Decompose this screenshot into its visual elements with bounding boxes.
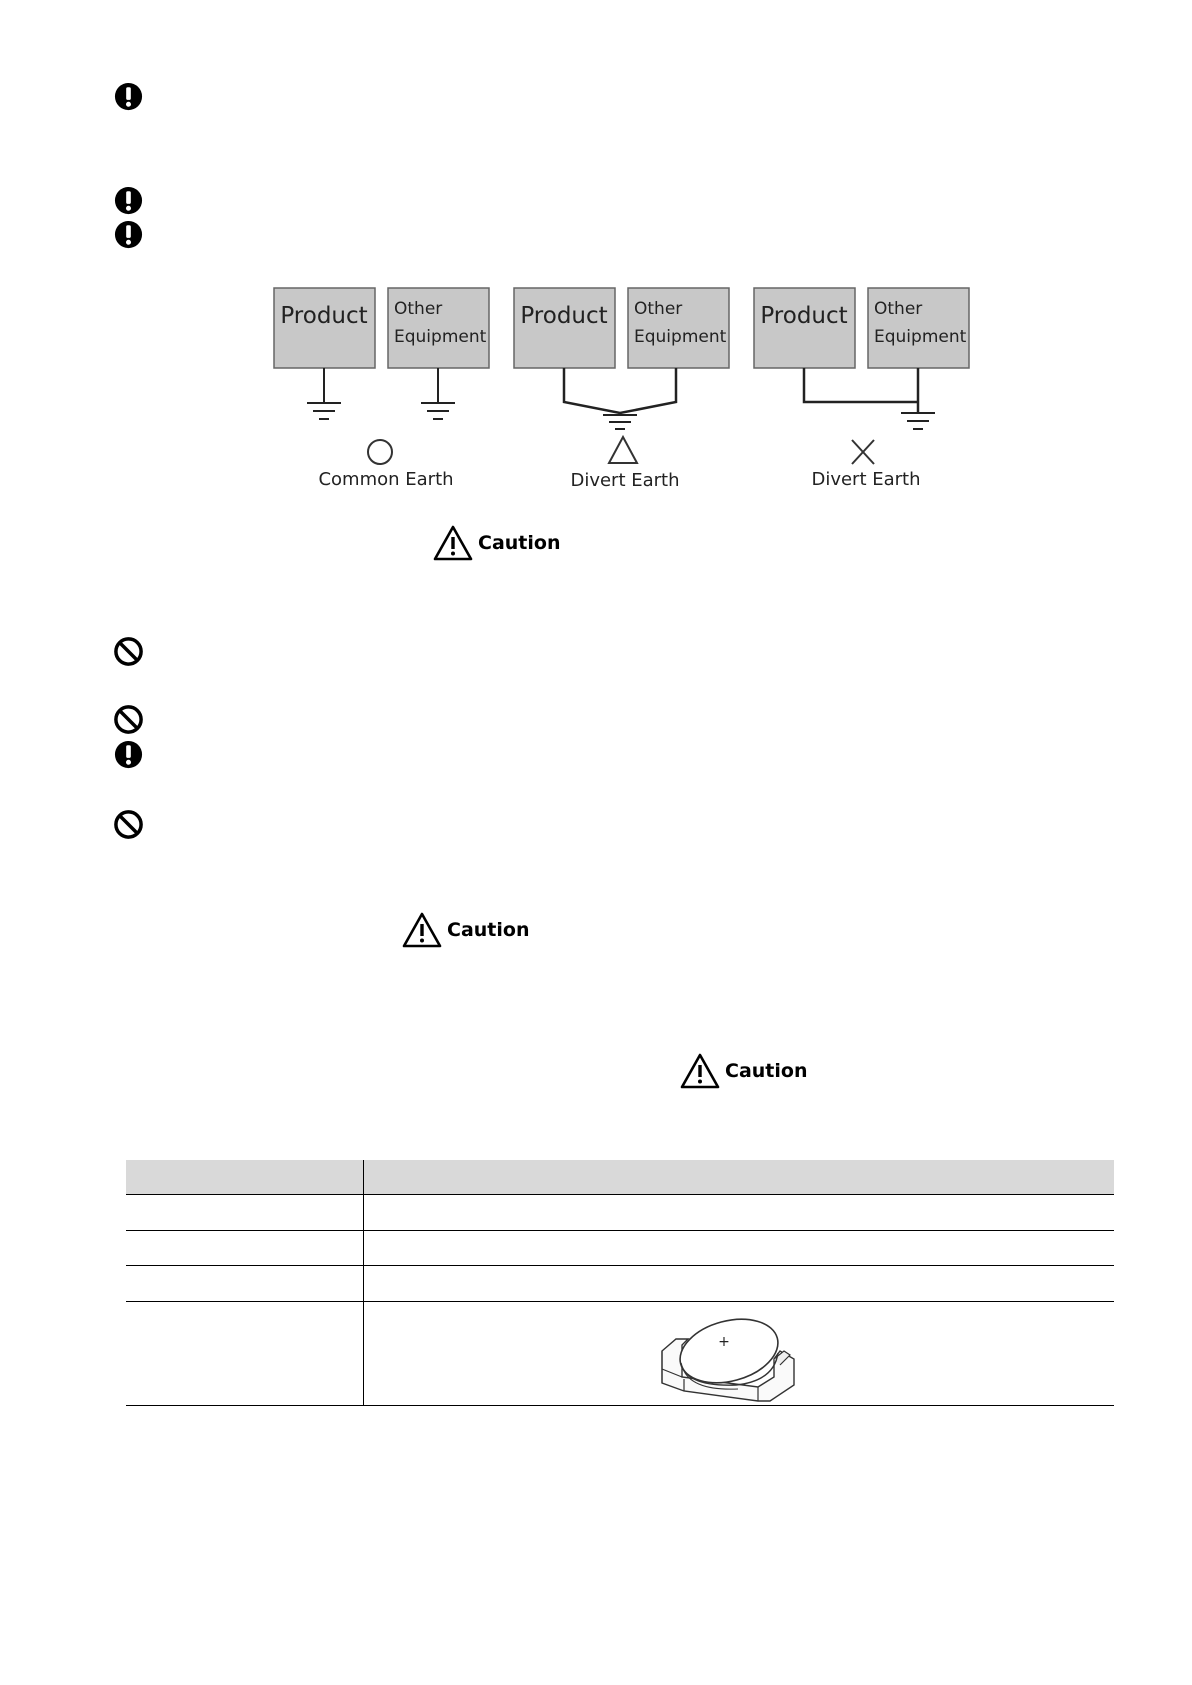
earth-connection-diagram xyxy=(270,282,980,502)
mandatory-exclamation-icon xyxy=(113,185,144,216)
prohibition-icon xyxy=(113,809,144,840)
product-label: Product xyxy=(280,303,368,329)
panel-common-earth xyxy=(274,288,489,490)
prohibition-icon xyxy=(113,704,144,735)
verdict-cross-icon xyxy=(852,440,874,464)
row-divider xyxy=(126,1230,1114,1231)
caution-heading xyxy=(401,911,529,949)
row-divider xyxy=(126,1265,1114,1266)
caution-heading xyxy=(679,1052,807,1090)
row-divider xyxy=(126,1194,1114,1195)
column-divider xyxy=(363,1160,364,1406)
verdict-circle-icon xyxy=(368,440,392,464)
row-divider xyxy=(126,1301,1114,1302)
other-equipment-label-line1: Other xyxy=(874,299,923,319)
battery-plus-sign: + xyxy=(718,1334,730,1350)
other-equipment-label-line1: Other xyxy=(394,299,443,319)
warning-triangle-icon xyxy=(432,524,474,562)
coin-battery-holder-icon xyxy=(654,1307,804,1403)
table-bottom-rule xyxy=(126,1405,1114,1406)
prohibition-icon xyxy=(113,636,144,667)
product-label: Product xyxy=(760,303,848,329)
other-equipment-label-line2: Equipment xyxy=(634,327,727,347)
mandatory-exclamation-icon xyxy=(113,739,144,770)
caption-divert-earth: Divert Earth xyxy=(570,470,680,491)
caution-label: Caution xyxy=(447,919,530,941)
warning-triangle-icon xyxy=(401,911,443,949)
panel-divert-earth-cross xyxy=(754,288,969,490)
caption-divert-earth: Divert Earth xyxy=(811,469,921,490)
panel-divert-earth-triangle xyxy=(514,288,729,491)
other-equipment-label-line2: Equipment xyxy=(394,327,487,347)
verdict-triangle-icon xyxy=(609,437,637,463)
other-equipment-label-line1: Other xyxy=(634,299,683,319)
other-equipment-label-line2: Equipment xyxy=(874,327,967,347)
caution-label: Caution xyxy=(725,1060,808,1082)
table-header-row xyxy=(126,1160,1114,1194)
caption-common-earth: Common Earth xyxy=(318,469,454,490)
caution-label: Caution xyxy=(478,532,561,554)
caution-heading xyxy=(432,524,560,562)
mandatory-exclamation-icon xyxy=(113,219,144,250)
mandatory-exclamation-icon xyxy=(113,81,144,112)
warning-triangle-icon xyxy=(679,1052,721,1090)
product-label: Product xyxy=(520,303,608,329)
